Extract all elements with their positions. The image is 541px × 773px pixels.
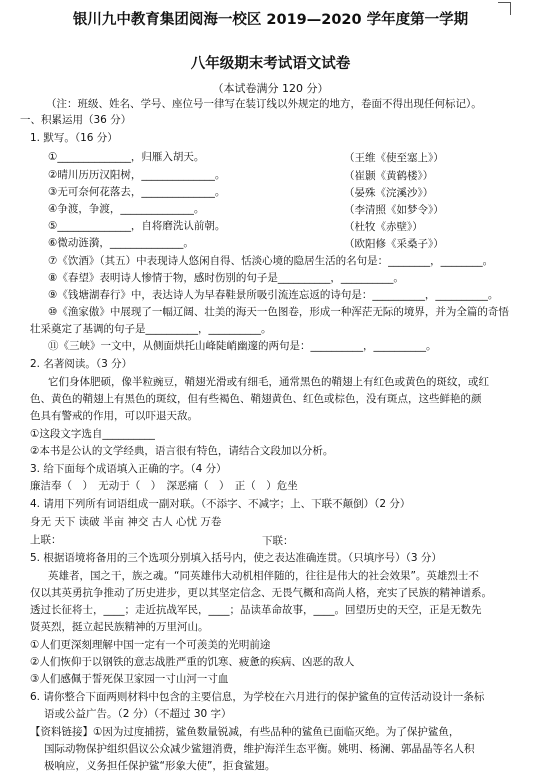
- q1-item-11: ⑪《三峡》一文中，从侧面烘托山峰陡峭幽邃的两句是：__________，__________。: [48, 340, 437, 352]
- q1-item-left: ③无可奈何花落去，______________。: [48, 186, 226, 198]
- q1-item-10-line1: ⑩《渔家傲》中展现了一幅辽阔、壮美的海天一色图卷，形成一种浑茫无际的境界，并为全篇的奇悟: [48, 306, 509, 318]
- q2-sub-b: ②本书是公认的文学经典，语言很有特色，请结合文段加以分析。: [30, 445, 334, 457]
- q1-item-left: ⑥微动涟漪，______________。: [48, 237, 194, 249]
- q5-passage-line: 透过长征将士，____；走近抗战军民，____；品读革命故事，____。回望历史的天空，正是无数先: [30, 604, 482, 616]
- q1-item-source: （崔颢《黄鹤楼》）: [344, 170, 434, 182]
- question-2-heading: 2. 名著阅读。（3 分）: [30, 358, 133, 370]
- q1-item-9: ⑨《钱塘湖春行》中，表达诗人为早春鞋景所吸引流连忘返的诗句是：__________，__________。: [48, 289, 499, 301]
- exam-subtitle: 八年级期末考试语文试卷: [190, 56, 351, 72]
- question-5-heading: 5. 根据语境将备用的三个选项分别填入括号内，使之表达准确连贯。（只填序号）（3 分）: [30, 552, 442, 564]
- question-1-heading: 1. 默写。（16 分）: [30, 132, 118, 144]
- q2-passage-line: 色具有警戒的作用，可以吓退天敌。: [30, 410, 198, 422]
- q6-material-line: 【资料链接】①因为过度捕捞，鲨鱼数量锐减，有些品种的鲨鱼已面临灭绝。为了保护鲨鱼，: [30, 726, 460, 738]
- q6-material-line: 国际动物保护组织倡议公众减少鲨翅消费，维护海洋生态平衡。姚明、杨澜、郭晶晶等名人积: [44, 743, 475, 755]
- q1-item-left: ①______________，归雁入胡天。: [48, 151, 205, 163]
- score-note: （本试卷满分 120 分）: [212, 82, 329, 95]
- q1-item-left: ②晴川历历汉阳树，______________。: [48, 169, 226, 181]
- q4-word-list: 身无 天下 读破 半亩 神交 古人 心忧 万卷: [30, 516, 222, 528]
- q1-item-8: ⑧《春望》表明诗人惨情于物，感时伤别的句子是__________，__________。: [48, 272, 404, 284]
- q1-item-left: ⑤______________，自将磨洗认前朝。: [48, 220, 226, 232]
- q5-option: ③人们感佩于誓死保卫家园一寸山河一寸血: [30, 673, 229, 685]
- q1-item-7: ⑦《饮酒》（其五）中表现诗人悠闲自得、恬淡心境的隐居生活的名句是：________，________。: [48, 255, 494, 267]
- q1-item-left: ④争渡，争渡，______________。: [48, 203, 205, 215]
- q5-passage-line: 英雄者，国之干，族之魂。“同英雄伟大动机相伴随的，往往是伟大的社会效果”。英雄烈士不: [48, 570, 479, 582]
- q1-item-10-line2: 壮采奠定了基调的句子是__________，__________。: [30, 323, 272, 335]
- q1-item-source: （欧阳修《采桑子》）: [344, 238, 444, 250]
- q5-passage-line: 贤英烈，挺立起民族精神的万里河山。: [30, 621, 209, 633]
- question-6-heading: 6. 请你整合下面两则材料中包含的主要信息，为学校在六月进行的保护鲨鱼的宣传活动设计一条标: [30, 691, 485, 703]
- q1-item-source: （李清照《如梦令》）: [344, 204, 444, 216]
- q1-item-source: （杜牧《赤壁》）: [344, 221, 423, 233]
- q3-idioms: 廉洁奉（ ） 无动于（ ） 深恶痛（ ） 正（ ）危坐: [30, 480, 298, 492]
- q2-passage-line: 色、黄色的鞘翅上有黑色的斑纹，但有些褐色、鞘翅黄色、红色或棕色，没有斑点，这些鲜艳的颜: [30, 393, 482, 405]
- q2-sub-a: ①这段文字选自__________: [30, 428, 155, 440]
- q4-upper-couplet-label: 上联：: [30, 534, 62, 546]
- q1-item-source: （王维《使至塞上》）: [344, 152, 444, 164]
- instruction-note: （注：班级、姓名、学号、座位号一律写在装订线以外规定的地方，卷面不得出现任何标记）。: [46, 98, 482, 110]
- question-6-heading-cont: 语或公益广告。（2 分）（不超过 30 字）: [44, 708, 232, 720]
- q6-material-line: 极响应，义务担任保护鲨“形象大使”，拒食鲨翅。: [44, 760, 276, 772]
- q1-item-source: （晏殊《浣溪沙》）: [344, 187, 434, 199]
- exam-title: 银川九中教育集团阅海一校区 2019—2020 学年度第一学期: [72, 12, 469, 28]
- q5-option: ②人们恢仰于以钢铁的意志战胜严重的饥寒、疲惫的疾病、凶恶的敌人: [30, 656, 355, 668]
- q5-option: ①人们更深刻理解中国一定有一个可羡美的光明前途: [30, 639, 271, 651]
- question-4-heading: 4. 请用下列所有词语组成一副对联。（不添字、不减字；上、下联不颠倒）（2 分）: [30, 498, 411, 510]
- q5-passage-line: 仅以其英勇抗争推动了历史进步，更以其坚定信念、无畏气概和高尚人格，充实了民族的精神谱系。: [30, 587, 492, 599]
- q2-passage-line: 它们身体肥硕，像半粒豌豆，鞘翅光滑或有细毛，通常黑色的鞘翅上有红色或黄色的斑纹，或红: [48, 376, 489, 388]
- question-3-heading: 3. 给下面每个成语填入正确的字。（4 分）: [30, 463, 227, 475]
- section-heading: 一、积累运用（36 分）: [20, 114, 132, 126]
- q4-lower-couplet-label: 下联：: [262, 535, 294, 547]
